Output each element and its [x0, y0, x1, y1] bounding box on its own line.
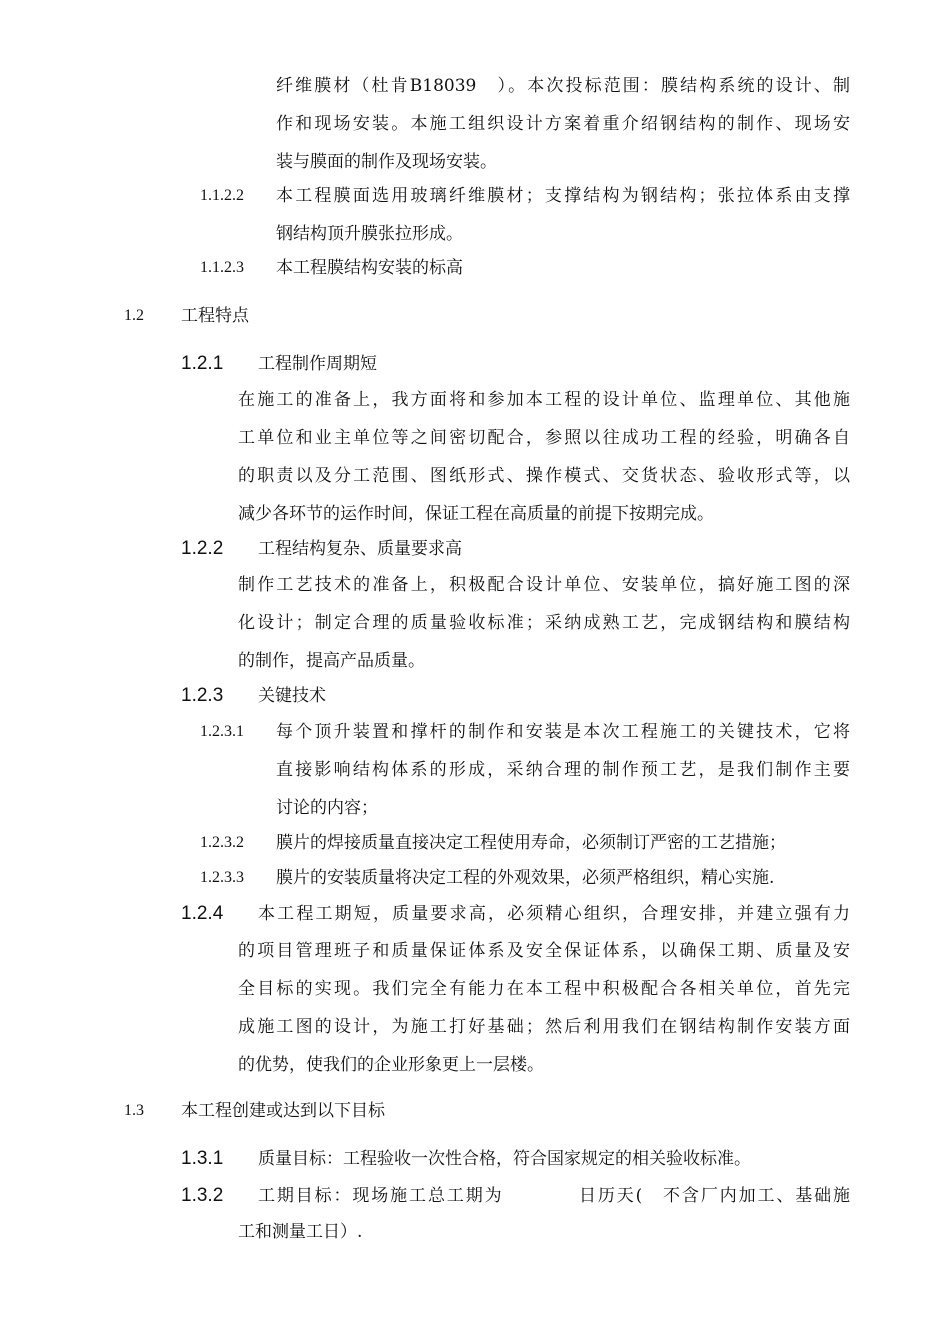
section-1-2-2-title: 工程结构复杂、质量要求高 [258, 539, 462, 559]
section-1-2-4-line-4: 成施工图的设计，为施工打好基础；然后利用我们在钢结构制作安装方面 [238, 1017, 850, 1037]
section-1-3-2-line-2: 工和测量工日）. [238, 1222, 363, 1242]
section-1-2-1-title: 工程制作周期短 [258, 354, 377, 374]
section-number-1-1-2-3: 1.1.2.3 [200, 259, 244, 276]
section-1-2-2-line-1: 制作工艺技术的准备上，积极配合设计单位、安装单位，搞好施工图的深 [238, 575, 850, 595]
section-1-2-2-line-2: 化设计；制定合理的质量验收标准；采纳成熟工艺，完成钢结构和膜结构 [238, 613, 850, 633]
section-1-1-2-3-text: 本工程膜结构安装的标高 [276, 258, 463, 278]
section-1-2-1-line-1: 在施工的准备上，我方面将和参加本工程的设计单位、监理单位、其他施 [238, 390, 850, 410]
section-number-1-2-3-3: 1.2.3.3 [200, 869, 244, 886]
section-1-2-4-line-1: 本工程工期短，质量要求高，必须精心组织，合理安排，并建立强有力 [258, 904, 850, 924]
section-1-2-4-line-2: 的项目管理班子和质量保证体系及安全保证体系，以确保工期、质量及安 [238, 941, 850, 961]
section-number-1-3: 1.3 [124, 1102, 144, 1119]
section-1-1-2-2-line-1: 本工程膜面选用玻璃纤维膜材；支撑结构为钢结构；张拉体系由支撑 [276, 186, 850, 206]
section-1-2-2-line-3: 的制作，提高产品质量。 [238, 651, 425, 671]
intro-line-1: 纤维膜材（杜肯B18039 ）。本次投标范围：膜结构系统的设计、制 [276, 76, 850, 96]
section-1-3-2-line-1: 工期目标：现场施工总工期为 日历天( 不含厂内加工、基础施 [258, 1186, 850, 1206]
section-1-2-4-line-3: 全目标的实现。我们完全有能力在本工程中积极配合各相关单位，首先完 [238, 979, 850, 999]
section-1-1-2-2-line-2: 钢结构顶升膜张拉形成。 [276, 224, 463, 244]
section-1-3-1-text: 质量目标：工程验收一次性合格，符合国家规定的相关验收标准。 [258, 1149, 751, 1169]
section-1-2-3-3-text: 膜片的安装质量将决定工程的外观效果，必须严格组织，精心实施. [276, 868, 775, 888]
section-1-2-3-1-line-3: 讨论的内容； [276, 798, 378, 818]
section-number-1-3-2: 1.3.2 [181, 1185, 224, 1206]
section-number-1-2-3: 1.2.3 [181, 685, 224, 706]
section-1-2-1-line-2: 工单位和业主单位等之间密切配合，参照以往成功工程的经验，明确各自 [238, 428, 850, 448]
section-number-1-2: 1.2 [124, 307, 144, 324]
section-1-2-3-title: 关键技术 [258, 686, 326, 706]
section-1-2-3-2-text: 膜片的焊接质量直接决定工程使用寿命，必须制订严密的工艺措施； [276, 833, 786, 853]
section-number-1-2-2: 1.2.2 [181, 538, 224, 559]
section-1-2-3-1-line-2: 直接影响结构体系的形成，采纳合理的制作预工艺，是我们制作主要 [276, 760, 850, 780]
section-1-3-title: 本工程创建或达到以下目标 [181, 1101, 385, 1121]
section-number-1-2-3-1: 1.2.3.1 [200, 723, 244, 740]
intro-line-2: 作和现场安装。本施工组织设计方案着重介绍钢结构的制作、现场安 [276, 114, 850, 134]
section-1-2-1-line-3: 的职责以及分工范围、图纸形式、操作模式、交货状态、验收形式等，以 [238, 466, 850, 486]
section-number-1-3-1: 1.3.1 [181, 1148, 224, 1169]
section-number-1-2-1: 1.2.1 [181, 353, 224, 374]
intro-line-3: 装与膜面的制作及现场安装。 [276, 152, 497, 172]
section-1-2-1-line-4: 减少各环节的运作时间，保证工程在高质量的前提下按期完成。 [238, 504, 714, 524]
section-number-1-1-2-2: 1.1.2.2 [200, 187, 244, 204]
section-1-2-4-line-5: 的优势，使我们的企业形象更上一层楼。 [238, 1055, 544, 1075]
section-1-2-3-1-line-1: 每个顶升装置和撑杆的制作和安装是本次工程施工的关键技术，它将 [276, 722, 850, 742]
section-number-1-2-4: 1.2.4 [181, 903, 224, 924]
section-number-1-2-3-2: 1.2.3.2 [200, 834, 244, 851]
section-1-2-title: 工程特点 [181, 306, 249, 326]
